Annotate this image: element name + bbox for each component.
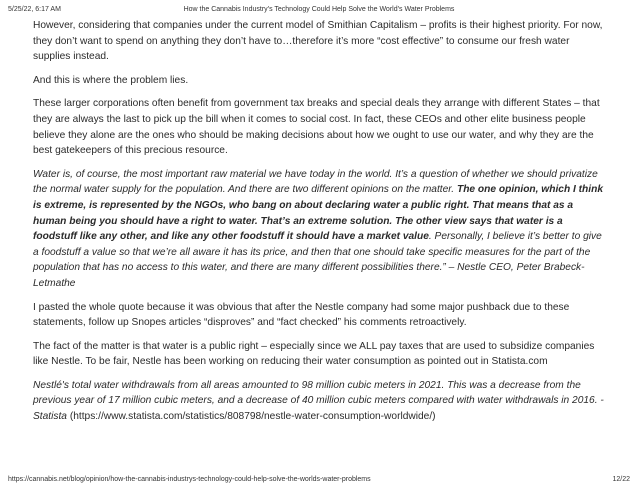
page-number: 12/22 <box>612 476 630 483</box>
article-paragraph: These larger corporations often benefit from government tax breaks and special deals they arrange with different States – that they are always the last to pick up the bill when it comes to social cost. In fact, these CEOs and other elite business people believe they alone are the ones who should be making decisions about how we ought to use our water, and why they are the best gatekeepers of this precious resource. <box>33 98 600 157</box>
article-body <box>33 18 607 433</box>
article-paragraph: However, considering that companies under the current model of Smithian Capitalism – profits is their highest priority. For now, they don’t want to spend on anything they don’t have to…therefore it’s more “cost effective” to consume our fresh water supplies instead. <box>33 20 603 63</box>
nestle-ceo-quote <box>33 167 607 292</box>
print-footer <box>8 476 630 486</box>
quote-text: . Personally, I believe it’s better to give a foodstuff a value so that we’re all aware it has its price, and then that one should take specific measures for the part of the population that has no access to this water, and there are many different possibilities there.” – Nestle CEO, Peter Brabeck-Letmathe <box>33 231 602 289</box>
print-url: https://cannabis.net/blog/opinion/how-the-cannabis-industrys-technology-could-help-solve-the-worlds-water-problems <box>8 476 371 483</box>
print-datetime: 5/25/22, 6:17 AM <box>8 6 61 13</box>
print-header <box>8 6 630 16</box>
quote-text: Water is, of course, the most important raw material we have today in the world. It’s a question of whether we should privatize the normal water supply for the population. And there are two different opinions on the matter. <box>33 168 598 196</box>
statista-link[interactable]: (https://www.statista.com/statistics/808798/nestle-water-consumption-worldwide/) <box>66 411 436 423</box>
statista-paragraph <box>33 378 607 425</box>
statista-quote: Nestlé's total water withdrawals from all areas amounted to 98 million cubic meters in 2021. This was a decrease from the previous year of 17 million cubic meters, and a decrease of 40 million cubic meters compared with water withdrawals in 2016. - Statista <box>33 379 604 423</box>
article-paragraph: The fact of the matter is that water is a public right – especially since we ALL pay taxes that are used to subsidize companies like Nestle. To be fair, Nestle has been working on reducing their water consumption as pointed out in Statista.com <box>33 340 595 368</box>
quote-bold-text: The one opinion, which I think is extreme, is represented by the NGOs, who bang on about declaring water a public right. That means that as a human being you should have a right to water. That’s an extreme solution. The other view says that water is a foodstuff like any other, and like any other foodstuff it should have a market value <box>33 184 603 243</box>
article-paragraph: I pasted the whole quote because it was obvious that after the Nestle company had some major pushback due to these statements, follow up Snopes articles “disproves” and “fact checked” his comments retroactively. <box>33 301 570 329</box>
print-page-title: How the Cannabis Industry’s Technology Could Help Solve the World’s Water Problems <box>183 6 455 13</box>
article-paragraph: And this is where the problem lies. <box>33 74 189 86</box>
